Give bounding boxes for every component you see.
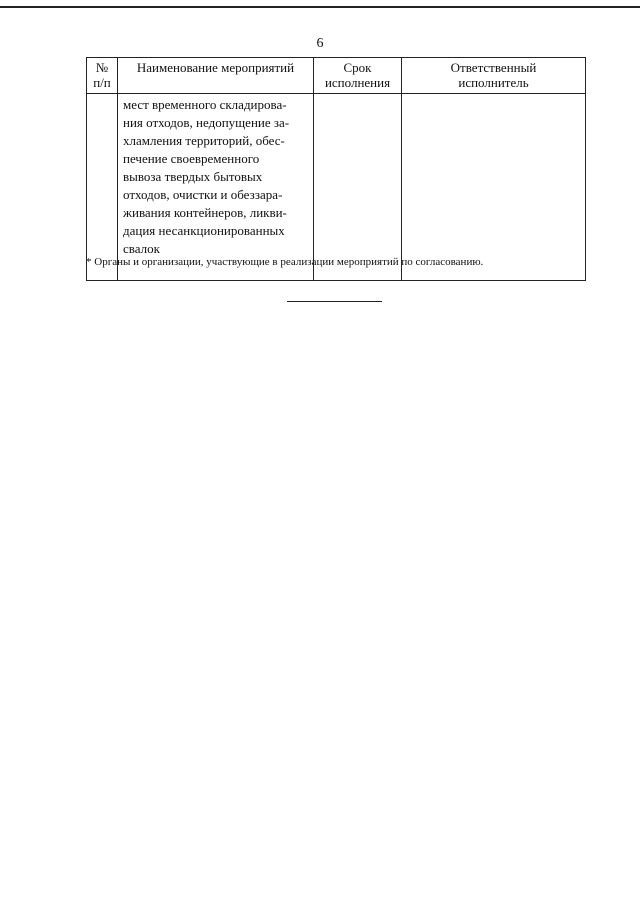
- table-row: [87, 94, 586, 281]
- header-term-line1: Срок: [343, 60, 372, 75]
- header-term: [314, 58, 402, 94]
- header-name: [118, 58, 314, 94]
- table-header-row: [87, 58, 586, 94]
- cell-term: [314, 94, 402, 281]
- cell-name-line: ния отходов, недопущение за-: [123, 115, 290, 130]
- header-responsible-line1: Ответственный: [450, 60, 537, 75]
- cell-name-line: свалок: [123, 241, 160, 256]
- cell-responsible: [402, 94, 586, 281]
- page-number: 6: [316, 36, 324, 51]
- cell-name-line: вывоза твердых бытовых: [123, 169, 263, 184]
- header-name-line1: Наименование мероприятий: [136, 60, 295, 75]
- top-border-line: [0, 6, 640, 8]
- cell-name-line: отходов, очистки и обеззара-: [123, 187, 283, 202]
- header-responsible: [402, 58, 586, 94]
- header-number-line1: №: [95, 60, 109, 75]
- header-responsible-line2: исполнитель: [458, 75, 529, 90]
- footnote: * Органы и организации, участвующие в реализации мероприятий по согласованию.: [86, 256, 484, 268]
- events-table: [86, 57, 586, 281]
- header-number: [87, 58, 118, 94]
- cell-name-line: дация несанкционированных: [123, 223, 285, 238]
- cell-name-line: мест временного складирова-: [123, 97, 287, 112]
- cell-name: [118, 94, 314, 281]
- header-term-line2: исполнения: [324, 75, 391, 90]
- cell-name-line: хламления территорий, обес-: [123, 133, 285, 148]
- cell-number: [87, 94, 118, 281]
- header-number-line2: п/п: [93, 75, 111, 90]
- cell-name-line: живания контейнеров, ликви-: [123, 205, 287, 220]
- end-separator-line: [287, 301, 382, 302]
- cell-name-line: печение своевременного: [123, 151, 260, 166]
